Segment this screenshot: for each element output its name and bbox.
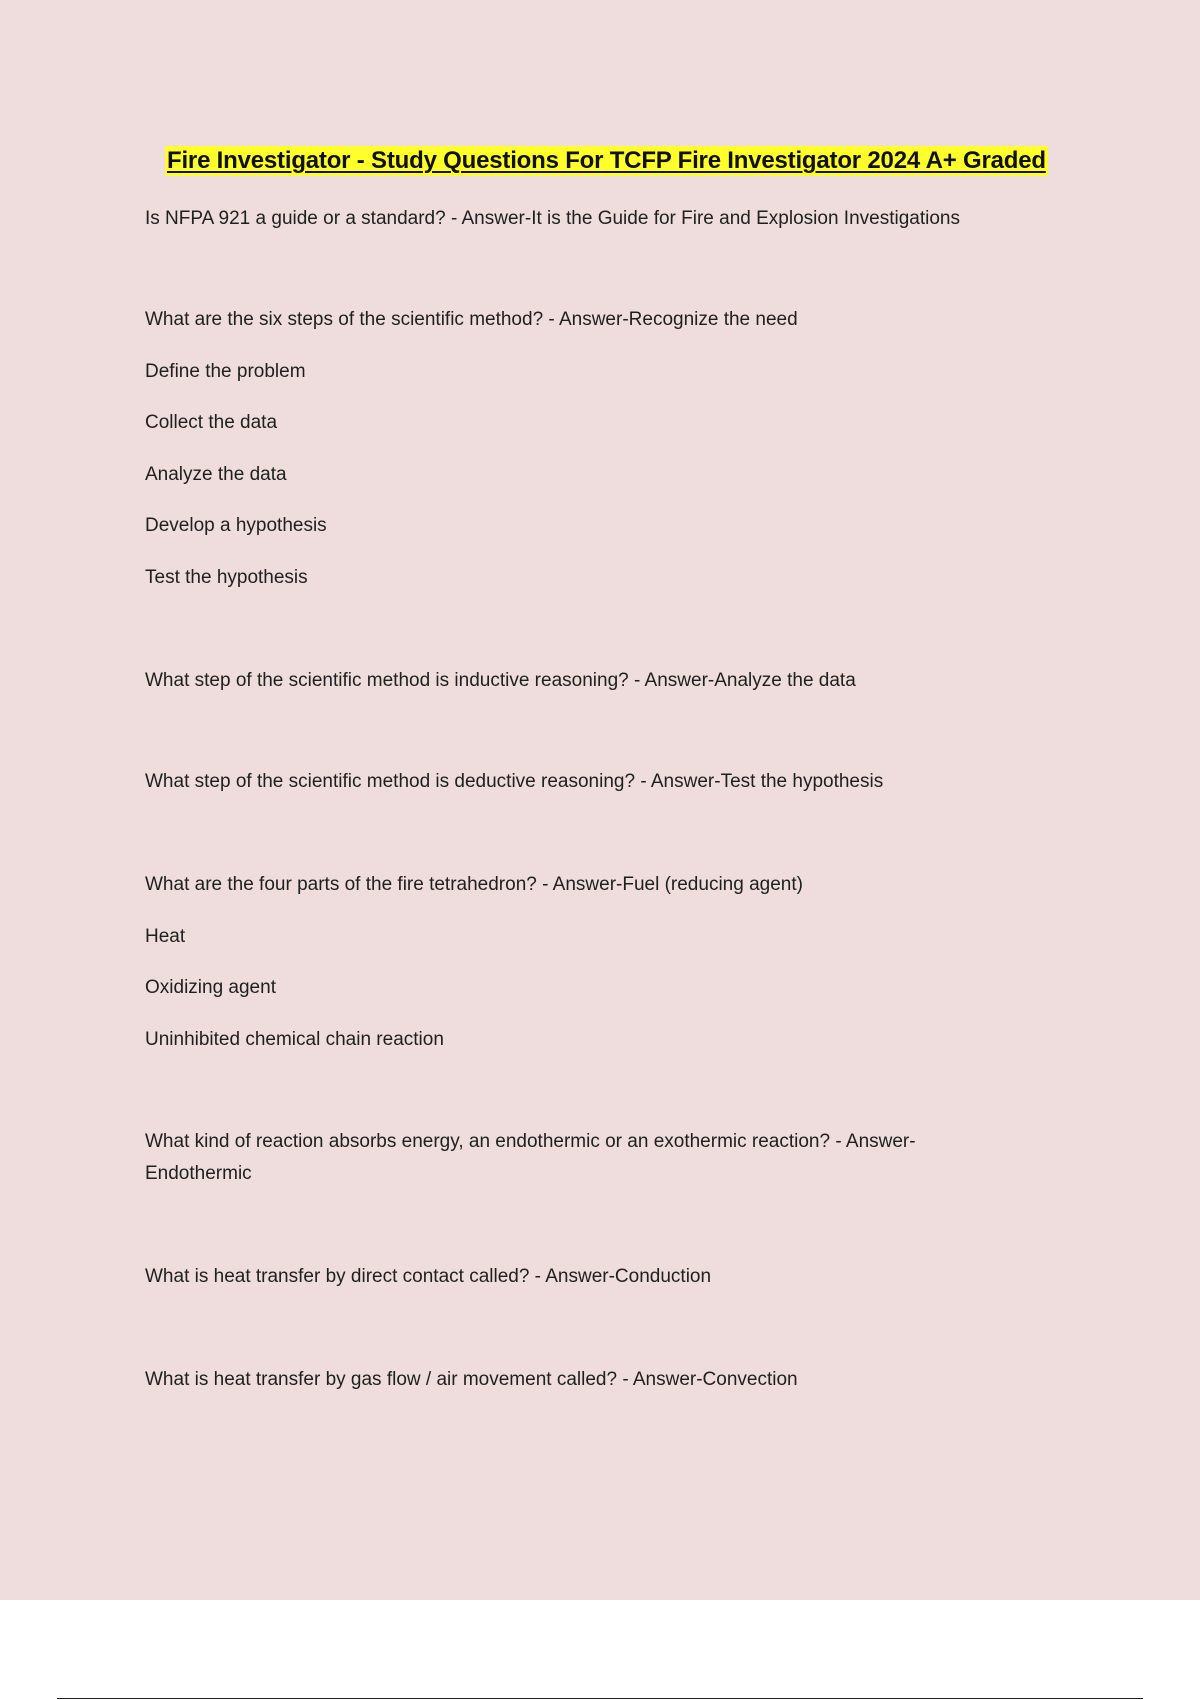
qa-line: Analyze the data [145,464,287,485]
document-title: Fire Investigator - Study Questions For TCFP Fire Investigator 2024 A+ Graded [167,147,1046,174]
qa-line: What is heat transfer by direct contact called? - Answer-Conduction [145,1266,712,1287]
qa-line: Endothermic [145,1163,252,1184]
qa-line: What step of the scientific method is inductive reasoning? - Answer-Analyze the data [145,670,856,691]
qa-line: Define the problem [145,361,306,382]
qa-line: What are the six steps of the scientific method? - Answer-Recognize the need [145,309,798,330]
qa-line: Develop a hypothesis [145,515,327,536]
qa-line: What step of the scientific method is deductive reasoning? - Answer-Test the hypothesis [145,771,884,792]
qa-line: Heat [145,926,186,947]
footer-divider [57,1698,1143,1699]
qa-line: Oxidizing agent [145,977,276,998]
qa-line: What kind of reaction absorbs energy, an endothermic or an exothermic reaction? - Answer- [145,1131,916,1152]
qa-line: What are the four parts of the fire tetrahedron? - Answer-Fuel (reducing agent) [145,874,803,895]
qa-line: Collect the data [145,412,278,433]
qa-line: Uninhibited chemical chain reaction [145,1029,444,1050]
qa-line: Is NFPA 921 a guide or a standard? - Answer-It is the Guide for Fire and Explosion Investigations [145,208,960,229]
qa-line: What is heat transfer by gas flow / air movement called? - Answer-Convection [145,1369,798,1390]
qa-line: Test the hypothesis [145,567,308,588]
